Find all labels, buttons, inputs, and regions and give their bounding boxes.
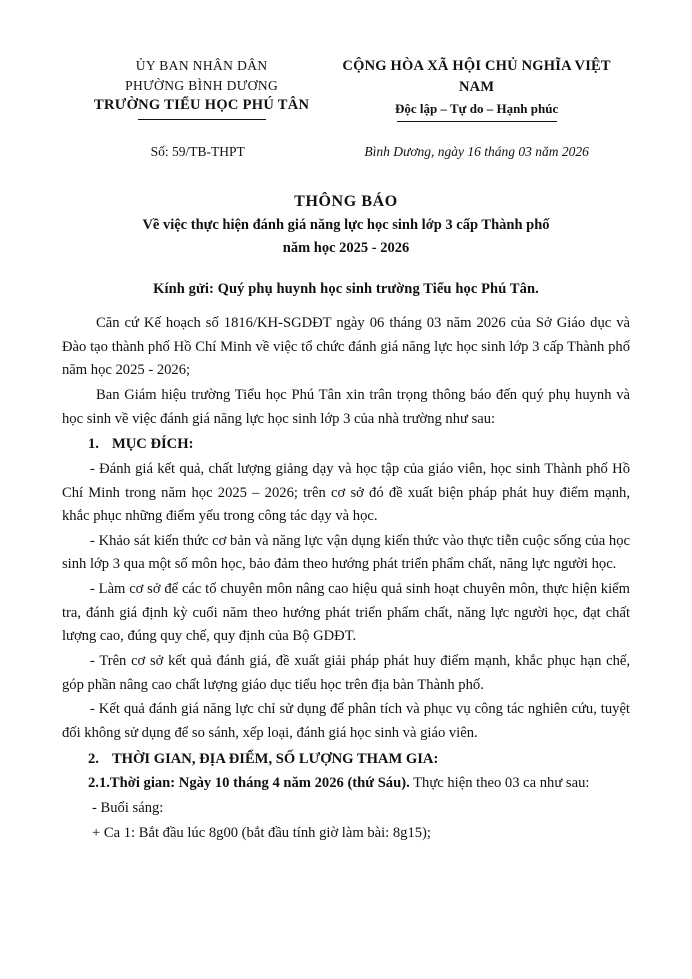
bullet-purpose-4: - Trên cơ sở kết quả đánh giá, đề xuất giải pháp phát huy điểm mạnh, khắc phục hạn chế, góp phần nâng cao chất lượng giáo dục tiểu học trên địa bàn Thành phố. bbox=[62, 653, 630, 693]
paragraph-basis: Căn cứ Kế hoạch số 1816/KH-SGDĐT ngày 06 tháng 03 năm 2026 của Sở Giáo dục và Đào tạo thành phố Hồ Chí Minh về việc tổ chức đánh giá năng lực học sinh lớp 3 cấp Thành phố năm học 2025 - 2026; bbox=[62, 315, 630, 379]
document-subtitle-line1: Về việc thực hiện đánh giá năng lực học sinh lớp 3 cấp Thành phố bbox=[142, 217, 550, 234]
section-2-number: 2. bbox=[88, 750, 99, 767]
header-left-divider bbox=[138, 119, 266, 120]
section-1-number: 1. bbox=[88, 436, 99, 453]
section-2-label: THỜI GIAN, ĐỊA ĐIỂM, SỐ LƯỢNG THAM GIA: bbox=[111, 750, 439, 767]
issuing-authority-line2: PHƯỜNG BÌNH DƯƠNG bbox=[125, 77, 279, 93]
issuing-authority-line1: ỦY BAN NHÂN DÂN bbox=[135, 58, 268, 73]
schedule-session-1: + Ca 1: Bắt đầu lúc 8g00 (bắt đầu tính giờ làm bài: 8g15); bbox=[92, 824, 431, 841]
header-left-block bbox=[62, 56, 323, 120]
place-and-date: Bình Dương, ngày 16 tháng 03 năm 2026 bbox=[364, 144, 589, 160]
recipient-line: Kính gửi: Quý phụ huynh học sinh trường Tiểu học Phú Tân. bbox=[153, 281, 539, 298]
bullet-purpose-2: - Khảo sát kiến thức cơ bản và năng lực vận dụng kiến thức vào thực tiễn cuộc sống của học sinh lớp 3 qua một số môn học, bảo đảm theo hướng phát triển phẩm chất, năng lực người học. bbox=[62, 532, 630, 573]
document-subtitle-line2: năm học 2025 - 2026 bbox=[282, 239, 410, 256]
header-right-divider bbox=[397, 121, 557, 122]
title-block bbox=[62, 190, 630, 259]
school-name: TRƯỜNG TIỂU HỌC PHÚ TÂN bbox=[93, 97, 310, 114]
document-body bbox=[62, 312, 630, 845]
national-motto: Độc lập – Tự do – Hạnh phúc bbox=[395, 101, 559, 117]
section-1-label: MỤC ĐÍCH: bbox=[111, 436, 194, 453]
item-2-1-rest: Thực hiện theo 03 ca như sau: bbox=[409, 775, 590, 792]
national-title: CỘNG HÒA XÃ HỘI CHỦ NGHĨA VIỆT NAM bbox=[342, 58, 611, 96]
header-right-block bbox=[323, 56, 630, 122]
bullet-purpose-3: - Làm cơ sở để các tổ chuyên môn nâng cao hiệu quả sinh hoạt chuyên môn, thực hiện kiểm tra, đánh giá định kỳ cuối năm theo hướng phát triển phẩm chất, năng lực người học, đạt chất lượng cao, đúng quy chế, quy định của Bộ GDĐT. bbox=[62, 581, 630, 645]
section-heading-2 bbox=[62, 748, 630, 772]
bullet-purpose-5: - Kết quả đánh giá năng lực chỉ sử dụng để phân tích và phục vụ công tác nghiên cứu, tuyệt đối không sử dụng để so sánh, xếp loại, đánh giá học sinh và giáo viên. bbox=[62, 701, 630, 741]
document-number: Số: 59/TB-THPT bbox=[150, 144, 245, 160]
item-2-1 bbox=[62, 772, 630, 796]
item-2-1-bold: 2.1.Thời gian: Ngày 10 tháng 4 năm 2026 (thứ Sáu). bbox=[88, 775, 410, 792]
document-meta-row bbox=[62, 144, 630, 160]
document-title: THÔNG BÁO bbox=[294, 193, 398, 211]
schedule-morning-label: - Buổi sáng: bbox=[92, 799, 164, 816]
section-heading-1 bbox=[62, 433, 630, 457]
bullet-purpose-1: - Đánh giá kết quả, chất lượng giảng dạy và học tập của giáo viên, học sinh Thành phố Hồ Chí Minh trong năm học 2025 – 2026; trên cơ sở đó đề xuất biện pháp phát huy điểm mạnh, khắc phục những điểm yếu trong công tác dạy và học. bbox=[62, 460, 630, 525]
paragraph-announcement: Ban Giám hiệu trường Tiểu học Phú Tân xin trân trọng thông báo đến quý phụ huynh và học sinh về việc đánh giá năng lực học sinh lớp 3 của nhà trường như sau: bbox=[62, 386, 630, 427]
document-header bbox=[62, 56, 630, 122]
